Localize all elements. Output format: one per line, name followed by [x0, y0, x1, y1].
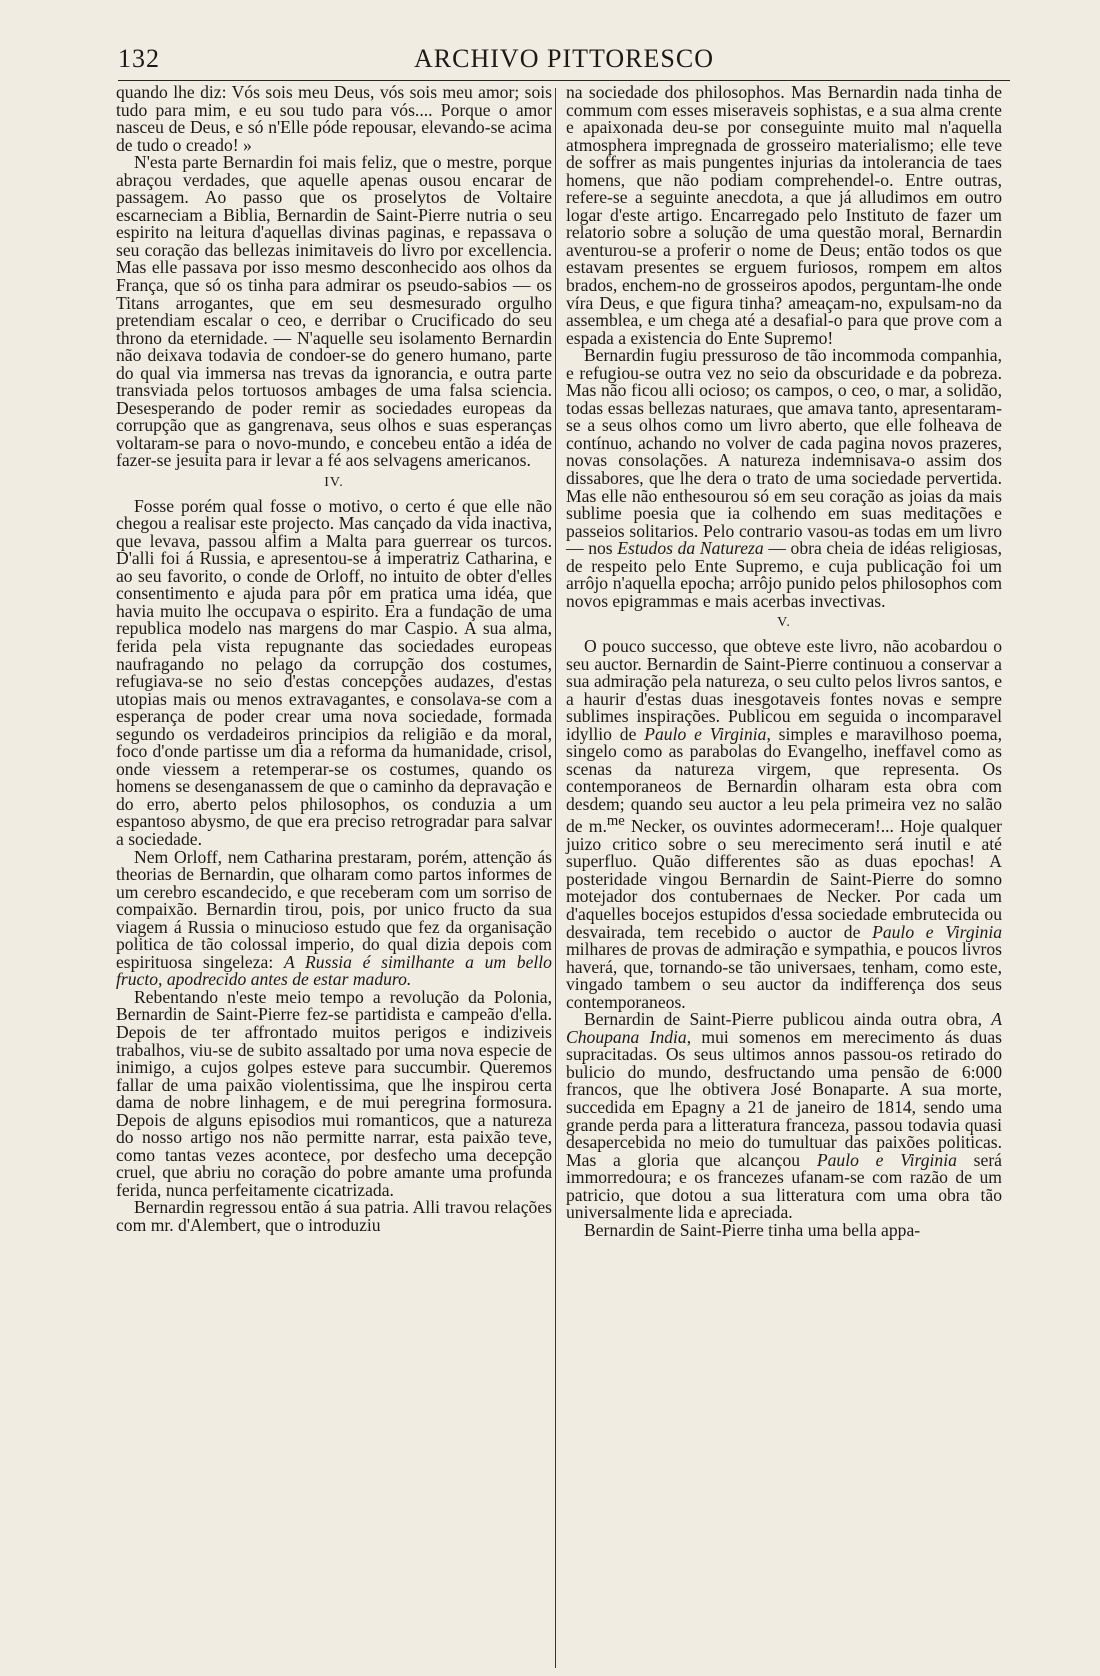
paragraph — [566, 1011, 1002, 1222]
paragraph: Bernardin regressou então á sua patria. Alli travou relações com mr. d'Alembert, que o introduziu — [116, 1197, 552, 1235]
paragraph: Rebentando n'este meio tempo a revolução da Polonia, Bernardin de Saint-Pierre fez-se partidista e campeão d'ella. Depois de ter affrontado muitos perigos e indiziveis trabalhos, viu-se de subito assaltado por uma nova especie de inimigo, a cujos golpes esteve para succumbir. Queremos fallar de uma paixão violentissima, que lhe inspirou certa dama de nobre linhagem, e de mui peregrina formosura. Depois de alguns episodios mui romanticos, que a natureza do nosso artigo nos não permitte narrar, esta paixão teve, como tantas vezes acontece, por desfecho uma decepção cruel, que abriu no coração do pobre amante uma profunda ferida, nunca perfeitamente cicatrizada. — [116, 986, 552, 1200]
section-heading-iv: IV. — [324, 475, 344, 491]
left-column — [116, 84, 552, 1235]
paragraph-text: Necker, os ouvintes adormeceram!... Hoje qualquer juizo critico sobre o seu merecimento será inutil e até superfluo. Quão differentes são as duas epochas! A posteridade vingou Bernardin de Saint-Pierre do somno motejador dos contubernaes de Necker. Por cada um d'aquelles bocejos estupidos d'essa sociedade embrutecida ou desvairada, tem recebido o auctor de — [566, 816, 1003, 942]
column-divider — [555, 88, 556, 1668]
paragraph-text: milhares de provas de admiração e sympathia, e poucos livros haverá, que, tornando-se tão universaes, tenham, como este, vingado tambem o seu auctor da indifferença dos seus contemporaneos. — [566, 939, 1002, 1012]
paragraph: Fosse porém qual fosse o motivo, o certo é que elle não chegou a realisar este projecto. Mas cançado da vida inactiva, que levava, passou alfim a Malta para guerrear os turcos. D'alli foi á Russia, e apresentou-se á imperatriz Catharina, e ao seu favorito, o conde de Orloff, no intuito de obter d'elles consentimento e ajuda para pôr em pratica uma idéa, que havia muito lhe occupava o espirito. Era a fundação de uma republica modelo nas margens do mar Caspio. A sua alma, ferida pela vista repugnante das sociedades europeas naufragando no pelago da corrupção dos costumes, refugiava-se no seio d'estas concepções audazes, d'estas utopias mais ou menos extravagantes, e consolava-se com a esperança de poder crear uma nova sociedade, formada segundo os verdadeiros principios da religião e da moral, foco d'onde partisse um dia a reforma da humanidade, crisol, onde viessem a retemperar-se os costumes, quando os homens se desenganassem de que o caminho da depravação e do erro, aberto pelos philosophos, os conduzia a um espantoso abysmo, de que era preciso retrogradar para salvar a sociedade. — [116, 495, 552, 849]
italic-title: A Choupana India — [566, 1009, 1003, 1047]
paragraph: quando lhe diz: Vós sois meu Deus, vós sois meu amor; sois tudo para mim, e eu sou tudo para vós.... Porque o amor nasceu de Deus, e só n'Elle póde repousar, elevando-se acima de tudo o creado! » — [116, 82, 552, 155]
paragraph: na sociedade dos philosophos. Mas Bernardin nada tinha de commum com esses miseraveis sophistas, e a sua alma crente e apaixonada deu-se por conseguinte muito mal n'aquella atmosphera impregnada de grosseiro materialismo; elle teve de soffrer as mais pungentes injurias da intolerancia de taes homens, que não podiam comprehendel-o. Entre outras, refere-se a seguinte anecdota, a que já alludimos em outro logar d'este artigo. Encarregado pelo Instituto de fazer um relatorio sobre a solução de uma questão moral, Bernardin aventurou-se a proferir o nome de Deus; então todos os que estavam presentes se erguem furiosos, rompem em altos brados, enchem-no de grosseiros apodos, perguntam-lhe onde víra Deus, e que figura tinha? ameaçam-no, expulsam-no da assemblea, e um chega até a desafial-o para que prove com a espada a existencia do Ente Supremo! — [566, 82, 1002, 348]
section-heading-v: V. — [777, 615, 791, 631]
italic-title: Paulo e Virginia — [872, 921, 1003, 942]
italic-title: Paulo e Virginia — [644, 723, 767, 744]
paragraph: Bernardin de Saint-Pierre tinha uma bella appa- — [584, 1219, 921, 1240]
paragraph-text: , mui somenos em merecimento ás duas supracitadas. Os seus ultimos annos passou-os retirado do bulicio do mundo, desfructando uma pensão de 6:000 francos, que lhe obtivera José Bonaparte. A sua morte, succedida em Epagny a 21 de janeiro de 1814, sendo uma grande perda para a litteratura franceza, passou todavia quasi desapercebida no meio do tumultuar das paixões politicas. Mas a gloria que alcançou — [566, 1026, 1002, 1170]
paragraph-text: — obra cheia de idéas religiosas, de respeito pelo Ente Supremo, e cuja publicação foi um arrôjo n'aquella epocha; arrôjo punido pelos philosophos com novos epigrammas e mais acerbas invectivas. — [566, 538, 1002, 611]
paragraph-text: Nem Orloff, nem Catharina prestaram, porém, attenção ás theorias de Bernardin, que olharam como partos informes de um cerebro escandecido, e que receberam com um sorriso de compaixão. Bernardin tirou, pois, por unico fructo da sua viagem á Russia o minucioso estudo que fez da organisação politica de tão colossal imperio, do qual dizia depois com espirituosa singeleza: — [116, 846, 552, 972]
superscript: me — [606, 813, 625, 830]
paragraph — [566, 635, 1003, 1012]
paragraph-text: O pouco successo, que obteve este livro, não acobardou o seu auctor. Bernardin de Saint-Pierre continuou a conservar a sua admiração pela natureza, o seu culto pelos livros santos, e a haurir d'estas duas inesgotaveis fontes novas e sempre sublimes inspirações. Publicou em seguida o incomparavel idyllio de — [566, 635, 1002, 744]
page-header — [118, 40, 1010, 84]
paragraph — [566, 347, 1002, 610]
right-column — [566, 84, 1002, 1239]
paragraph — [116, 846, 552, 990]
paragraph-text: Bernardin fugiu pressuroso de tão incommoda companhia, e refugiou-se outra vez no seio da obscuridade e da pobreza. Mas não ficou alli ocioso; os campos, o ceo, o mar, a solidão, todas essas bellezas naturaes, que amava tanto, apresentaram-se a seus olhos como um livro aberto, que elle folheava de contínuo, achando no volver de cada pagina novos prazeres, novas consolações. A natureza indemnisava-o assim dos dissabores, que lhe dera o trato de uma sociedade pervertida. Mas elle não enthesourou só em seu coração as joias da mais sublime poesia que ia colhendo em suas meditações e passeios solitarios. Pelo contrario vasou-as todas em um livro — nos — [566, 345, 1002, 559]
italic-title: Paulo e Virginia — [816, 1149, 957, 1170]
paragraph: N'esta parte Bernardin foi mais feliz, que o mestre, porque abraçou verdades, que aquelle apenas ousou encarar de passagem. Ao passo que os proselytos de Voltaire escarneciam a Biblia, Bernardin de Saint-Pierre nutria o seu espirito na leitura d'aquellas divinas paginas, e repassava o seu coração das bellezas inimitaveis do livro por excellencia. Mas elle passava por isso mesmo desconhecido aos olhos da França, que só os tinha para admirar os pseudo-sabios — os Titans arrogantes, que em seu desmesurado orgulho pretendiam escalar o ceo, e derribar o Crucificado do seu throno da eternidade. — N'aquelle seu isolamento Bernardin não deixava todavia de condoer-se do genero humano, parte do qual via immersa nas trevas da ignorancia, e outra parte transviada pelos tortuosos ambages de uma falsa sciencia. Desesperando de poder remir as sociedades europeas da corrupção que as gangrenava, seus olhos e suas esperanças voltaram-se para o novo-mundo, e concebeu então a idéa de fazer-se jesuita para ir levar a fé aos selvagens americanos. — [116, 152, 552, 471]
page-number: 132 — [118, 44, 160, 73]
paragraph-text: Bernardin de Saint-Pierre publicou ainda outra obra, — [584, 1009, 982, 1030]
paragraph-text: será immorredoura; e os francezes ufanam-se com razão de um patricio, que dotou a sua litteratura com uma obra tão universalmente lida e apreciada. — [566, 1149, 1002, 1223]
paragraph-text: , simples e maravilhoso poema, singelo como as parabolas do Evangelho, ineffavel como as scenas da natureza virgem, que representa. Os contemporaneos de Bernardin olharam esta obra com desdem; quando seu auctor a leu pela primeira vez no salão de m. — [566, 723, 1003, 837]
italic-quote: A Russia é similhante a um bello fructo, apodrecido antes de estar maduro. — [116, 951, 552, 990]
journal-title: ARCHIVO PITTORESCO — [414, 44, 714, 73]
header-rule — [118, 80, 1010, 81]
italic-title: Estudos da Natureza — [617, 538, 764, 559]
